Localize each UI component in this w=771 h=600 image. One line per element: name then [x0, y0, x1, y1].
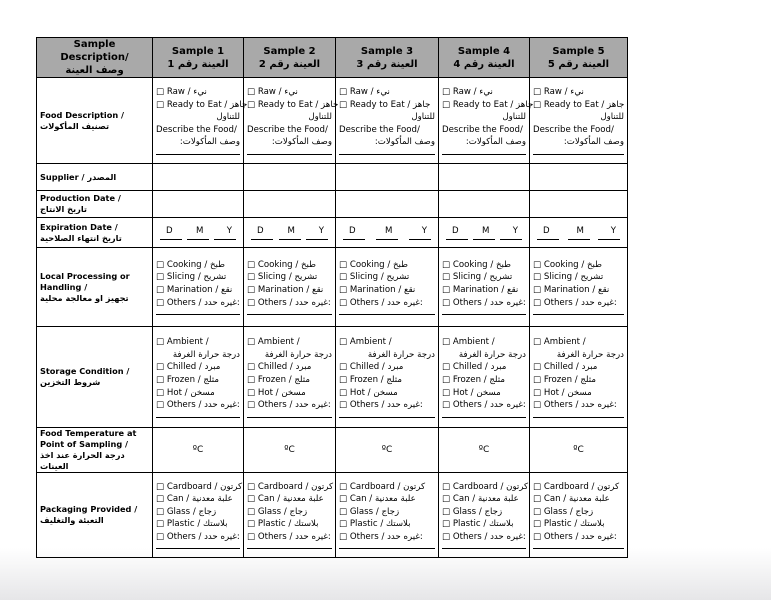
food-description-cell[interactable]: □ Raw / نيء □ Ready to Eat / جاهز للتناول Describe the Food/ وصف المأكولات: — [439, 78, 530, 164]
header-sample-description: Sample Description/ وصف العينة — [37, 38, 153, 78]
describe-blank-line[interactable] — [339, 150, 435, 155]
storage-condition-cell[interactable]: □ Ambient / درجة حرارة الغرفة □ Chilled / مبرد □ Frozen / مثلج □ Hot / مسخن □ Others / غيره حدد: — [336, 327, 439, 428]
food-description-row — [37, 78, 628, 164]
header-sample-4: Sample 4 العينة رقم 4 — [439, 38, 530, 78]
expiration-date-cell[interactable]: D M Y — [530, 218, 628, 248]
describe-blank-line[interactable] — [533, 150, 624, 155]
production-date-cell[interactable] — [153, 191, 244, 218]
header-sample-2: Sample 2 العينة رقم 2 — [244, 38, 336, 78]
production-date-cell[interactable] — [336, 191, 439, 218]
local-processing-label: Local Processing or Handling / تجهيز او معالجة محلية — [37, 248, 153, 327]
expiration-date-cell[interactable]: D M Y — [153, 218, 244, 248]
storage-condition-cell[interactable]: □ Ambient / درجة حرارة الغرفة □ Chilled / مبرد □ Frozen / مثلج □ Hot / مسخن □ Others / غيره حدد: — [530, 327, 628, 428]
local-processing-cell[interactable]: □ Cooking / طبخ □ Slicing / تشريح □ Marination / نقع □ Others / غيره حدد: — [153, 248, 244, 327]
local-processing-row — [37, 248, 628, 327]
expiration-date-cell[interactable]: D M Y — [439, 218, 530, 248]
describe-blank-line[interactable] — [247, 150, 332, 155]
local-processing-cell[interactable]: □ Cooking / طبخ □ Slicing / تشريح □ Marination / نقع □ Others / غيره حدد: — [530, 248, 628, 327]
production-date-cell[interactable] — [439, 191, 530, 218]
describe-blank-line[interactable] — [156, 150, 240, 155]
temperature-cell[interactable]: ºC — [530, 428, 628, 473]
temperature-cell[interactable]: ºC — [439, 428, 530, 473]
packaging-cell[interactable]: □ Cardboard / كرتون □ Can / علبة معدنية □ Glass / زجاج □ Plastic / بلاستك □ Others / غيره حدد: — [153, 473, 244, 558]
packaging-cell[interactable]: □ Cardboard / كرتون □ Can / علبة معدنية □ Glass / زجاج □ Plastic / بلاستك □ Others / غيره حدد: — [244, 473, 336, 558]
storage-condition-label: Storage Condition / شروط التخزين — [37, 327, 153, 428]
supplier-cell[interactable] — [530, 164, 628, 191]
header-row — [37, 38, 628, 78]
food-description-cell[interactable]: □ Raw / نيء □ Ready to Eat / جاهز للتناول Describe the Food/ وصف المأكولات: — [244, 78, 336, 164]
production-date-row — [37, 191, 628, 218]
header-sample-3: Sample 3 العينة رقم 3 — [336, 38, 439, 78]
header-sample-1: Sample 1 العينة رقم 1 — [153, 38, 244, 78]
food-temperature-label: Food Temperature at Point of Sampling / درجة الحرارة عند اخذ العينات — [37, 428, 153, 473]
local-processing-cell[interactable]: □ Cooking / طبخ □ Slicing / تشريح □ Marination / نقع □ Others / غيره حدد: — [244, 248, 336, 327]
production-date-cell[interactable] — [244, 191, 336, 218]
temperature-cell[interactable]: ºC — [153, 428, 244, 473]
packaging-cell[interactable]: □ Cardboard / كرتون □ Can / علبة معدنية □ Glass / زجاج □ Plastic / بلاستك □ Others / غيره حدد: — [530, 473, 628, 558]
expiration-date-label: Expiration Date / تاريخ انتهاء الصلاحية — [37, 218, 153, 248]
supplier-cell[interactable] — [153, 164, 244, 191]
storage-condition-cell[interactable]: □ Ambient / درجة حرارة الغرفة □ Chilled / مبرد □ Frozen / مثلج □ Hot / مسخن □ Others / غيره حدد: — [153, 327, 244, 428]
header-sample-5: Sample 5 العينة رقم 5 — [530, 38, 628, 78]
local-processing-cell[interactable]: □ Cooking / طبخ □ Slicing / تشريح □ Marination / نقع □ Others / غيره حدد: — [336, 248, 439, 327]
packaging-cell[interactable]: □ Cardboard / كرتون □ Can / علبة معدنية □ Glass / زجاج □ Plastic / بلاستك □ Others / غيره حدد: — [336, 473, 439, 558]
supplier-label: Supplier / المصدر — [37, 164, 153, 191]
food-description-cell[interactable]: □ Raw / نيء □ Ready to Eat / جاهز للتناول Describe the Food/ وصف المأكولات: — [336, 78, 439, 164]
describe-blank-line[interactable] — [442, 150, 526, 155]
supplier-cell[interactable] — [244, 164, 336, 191]
food-description-cell[interactable]: □ Raw / نيء □ Ready to Eat / جاهز للتناول Describe the Food/ وصف المأكولات: — [530, 78, 628, 164]
food-description-label: Food Description / تصنيف المأكولات — [37, 78, 153, 164]
packaging-label: Packaging Provided / التعبئة والتغليف — [37, 473, 153, 558]
sample-form-table — [36, 37, 628, 558]
expiration-date-cell[interactable]: D M Y — [244, 218, 336, 248]
storage-condition-row — [37, 327, 628, 428]
packaging-cell[interactable]: □ Cardboard / كرتون □ Can / علبة معدنية □ Glass / زجاج □ Plastic / بلاستك □ Others / غيره حدد: — [439, 473, 530, 558]
storage-condition-cell[interactable]: □ Ambient / درجة حرارة الغرفة □ Chilled / مبرد □ Frozen / مثلج □ Hot / مسخن □ Others / غيره حدد: — [439, 327, 530, 428]
supplier-cell[interactable] — [439, 164, 530, 191]
expiration-date-row — [37, 218, 628, 248]
expiration-date-cell[interactable]: D M Y — [336, 218, 439, 248]
storage-condition-cell[interactable]: □ Ambient / درجة حرارة الغرفة □ Chilled / مبرد □ Frozen / مثلج □ Hot / مسخن □ Others / غيره حدد: — [244, 327, 336, 428]
production-date-label: Production Date / تاريخ الانتاج — [37, 191, 153, 218]
supplier-row — [37, 164, 628, 191]
supplier-cell[interactable] — [336, 164, 439, 191]
food-temperature-row — [37, 428, 628, 473]
production-date-cell[interactable] — [530, 191, 628, 218]
food-description-cell[interactable]: □ Raw / نيء □ Ready to Eat / جاهز للتناول Describe the Food/ وصف المأكولات: — [153, 78, 244, 164]
packaging-row — [37, 473, 628, 558]
temperature-cell[interactable]: ºC — [336, 428, 439, 473]
local-processing-cell[interactable]: □ Cooking / طبخ □ Slicing / تشريح □ Marination / نقع □ Others / غيره حدد: — [439, 248, 530, 327]
temperature-cell[interactable]: ºC — [244, 428, 336, 473]
